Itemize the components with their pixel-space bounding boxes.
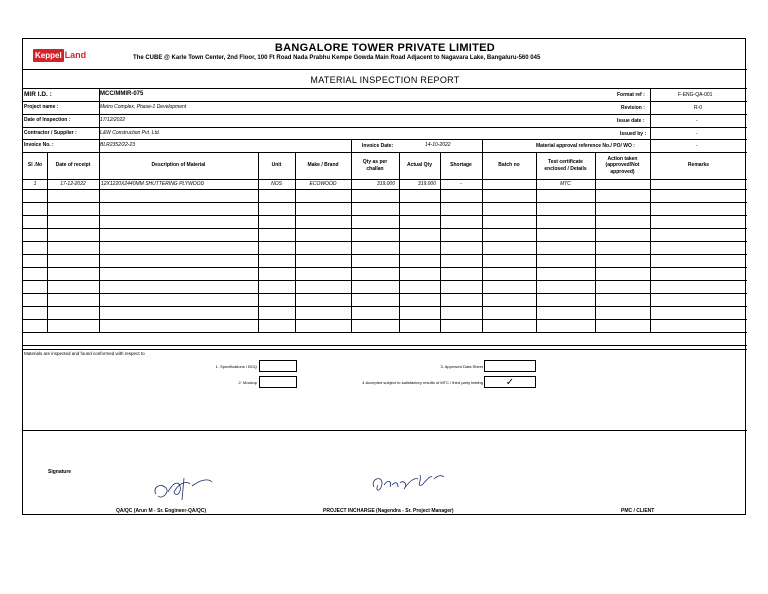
checkbox-specifications[interactable]	[259, 360, 297, 372]
col-header-action-taken: Action taken (approved/Not approved)	[605, 155, 640, 175]
inspection-date-value: 17/12/2022	[100, 117, 126, 123]
inspection-intro: Materials are inspected and found conformed with respect to	[24, 351, 145, 356]
issue-date-value: -	[696, 118, 698, 124]
revision-label: Revision :	[621, 105, 645, 111]
signature-label: Signature	[48, 469, 72, 475]
invoice-date-value: 14-10-2022	[425, 142, 451, 148]
qa-signature-caption: QA/QC (Arun M - Sr. Engineer-QA/QC)	[116, 508, 207, 514]
table-cell: -	[460, 181, 462, 187]
pi-signature-caption: PROJECT INCHARGE (Nagendra - Sr. Project Manager)	[323, 508, 454, 514]
table-cell: 319.000	[417, 181, 436, 187]
format-ref-label: Format ref :	[617, 92, 645, 98]
table-cell: MTC	[560, 181, 571, 187]
col-header-sl-no: Sl .No	[27, 162, 43, 169]
invoice-no-value: BLR2352/22-23	[100, 142, 136, 148]
report-title: MATERIAL INSPECTION REPORT	[310, 75, 460, 85]
check-label-specifications: 1. Specifications / BOQ	[215, 364, 257, 369]
checkbox-mockup[interactable]	[259, 376, 297, 388]
inspection-date-label: Date of Inspection :	[24, 117, 71, 123]
col-header-batch-no: Batch no	[498, 162, 520, 169]
approval-ref-value: -	[696, 143, 698, 149]
mir-id-value: MCC/MMIR-075	[100, 91, 144, 97]
revision-value: R-0	[694, 105, 703, 111]
col-header-remarks: Remarks	[687, 162, 710, 169]
company-name: BANGALORE TOWER PRIVATE LIMITED	[274, 42, 496, 54]
col-header-date-receipt: Date of receipt	[55, 162, 91, 169]
issued-by-label: Issued by :	[620, 131, 647, 137]
contractor-label: Contractor / Supplier :	[24, 130, 77, 136]
approval-ref-label: Material approval reference No./ PO/ WO :	[536, 143, 635, 149]
format-ref-value: F-ENG-QA-001	[678, 92, 713, 98]
pi-signature-image	[368, 469, 448, 499]
col-header-description: Description of Material	[151, 162, 206, 169]
checkbox-data-sheet[interactable]	[484, 360, 536, 372]
table-cell: 17-12-2022	[60, 181, 86, 187]
table-cell: 319.000	[376, 181, 395, 187]
col-header-qty-challan: Qty as per challan	[362, 159, 388, 172]
project-name-label: Project name :	[24, 104, 59, 110]
contractor-value: L&W Construction Pvt. Ltd.	[100, 130, 161, 136]
issue-date-label: Issue date :	[617, 118, 645, 124]
col-header-actual-qty: Actual Qty	[406, 162, 432, 169]
logo-mark: Keppel	[35, 50, 62, 60]
checkbox-mtc-testing[interactable]: ✓	[484, 376, 536, 388]
check-label-mtc-testing: 4.Accepted subject to satisfactory results of MTC / third party testing	[362, 380, 483, 385]
logo-word: Land	[64, 50, 87, 60]
invoice-date-label: Invoice Date:	[362, 143, 394, 149]
col-header-make-brand: Make / Brand	[307, 162, 339, 169]
pmc-signature-caption: PMC / CLIENT	[621, 508, 655, 514]
divider	[23, 69, 747, 70]
check-label-data-sheet: 3. Approved Data Sheet	[440, 364, 483, 369]
table-cell: ECOWOOD	[309, 181, 337, 187]
company-address: The CUBE @ Karle Town Center, 2nd Floor, 100 Ft Road Nada Prabhu Kempe Gowda Main Road Adjacent to Nagavara Lake, Bangaluru-560 045	[133, 55, 541, 61]
col-header-test-certificate: Test certificate enclosed / Details	[544, 159, 587, 172]
mir-id-label: MIR I.D. :	[24, 91, 52, 98]
divider	[23, 88, 747, 89]
check-label-mockup: 2. Mockup	[238, 380, 257, 385]
col-header-shortage: Shortage	[450, 162, 472, 169]
qa-signature-image	[148, 474, 218, 506]
table-cell: 12X1220X2440MM SHUTTERING PLYWOOD	[101, 181, 205, 187]
project-name-value: Metro Complex, Phase-1 Development	[100, 104, 187, 110]
table-cell: NOS	[271, 181, 282, 187]
col-header-unit: Unit	[271, 162, 282, 169]
inspection-report-sheet	[22, 38, 746, 515]
issued-by-value: -	[696, 131, 698, 137]
table-cell: 1	[33, 181, 37, 187]
invoice-no-label: Invoice No. :	[24, 142, 54, 148]
